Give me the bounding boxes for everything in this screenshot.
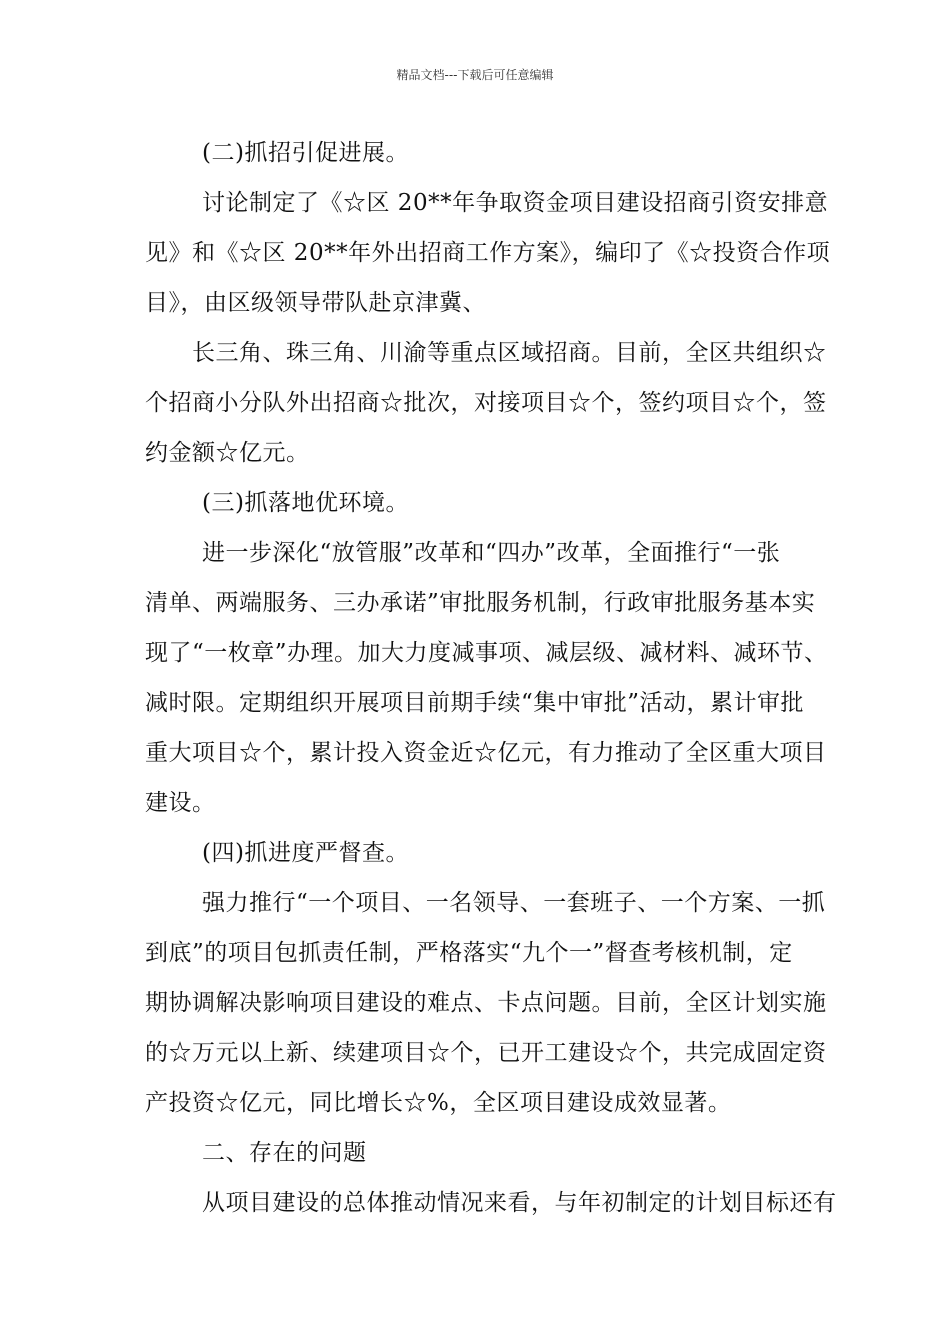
paragraph-line: 讨论制定了《☆区 20**年争取资金项目建设招商引资安排意 (202, 190, 829, 216)
paragraph-line: 的☆万元以上新、续建项目☆个，已开工建设☆个，共完成固定资 (145, 1040, 827, 1066)
paragraph-line: 清单、两端服务、三办承诺”审批服务机制，行政审批服务基本实 (145, 590, 816, 616)
paragraph-line: 产投资☆亿元，同比增长☆%，全区项目建设成效显著。 (145, 1090, 732, 1116)
paragraph-line: 个招商小分队外出招商☆批次，对接项目☆个，签约项目☆个，签 (145, 390, 827, 416)
paragraph-line: 重大项目☆个，累计投入资金近☆亿元，有力推动了全区重大项目 (145, 740, 827, 766)
paragraph-line: 建设。 (145, 790, 216, 816)
paragraph-line: 强力推行“一个项目、一名领导、一套班子、一个方案、一抓 (202, 890, 826, 916)
paragraph-line: 从项目建设的总体推动情况来看，与年初制定的计划目标还有 (202, 1190, 837, 1216)
section-heading-problems: 二、存在的问题 (202, 1140, 367, 1166)
paragraph-line: 目》，由区级领导带队赴京津冀、 (145, 290, 486, 316)
paragraph-line: 到底”的项目包抓责任制，严格落实“九个一”督查考核机制，定 (145, 940, 793, 966)
paragraph-line: 现了“一枚章”办理。加大力度减事项、减层级、减材料、减环节、 (145, 640, 828, 666)
paragraph-line: 见》和《☆区 20**年外出招商工作方案》，编印了《☆投资合作项 (145, 240, 831, 266)
paragraph-line: 减时限。定期组织开展项目前期手续“集中审批”活动，累计审批 (145, 690, 805, 716)
section-heading-3: (三)抓落地优环境。 (202, 490, 409, 516)
section-heading-4: (四)抓进度严督查。 (202, 840, 409, 866)
paragraph-line: 进一步深化“放管服”改革和“四办”改革，全面推行“一张 (202, 540, 781, 566)
paragraph-line: 期协调解决影响项目建设的难点、卡点问题。目前，全区计划实施 (145, 990, 827, 1016)
paragraph-line: 长三角、珠三角、川渝等重点区域招商。目前，全区共组织☆ (192, 340, 827, 366)
section-heading-2: (二)抓招引促进展。 (202, 140, 409, 166)
document-body (145, 128, 837, 1228)
page-header: 精品文档---下载后可任意编辑 (396, 68, 554, 82)
paragraph-line: 约金额☆亿元。 (145, 440, 310, 466)
